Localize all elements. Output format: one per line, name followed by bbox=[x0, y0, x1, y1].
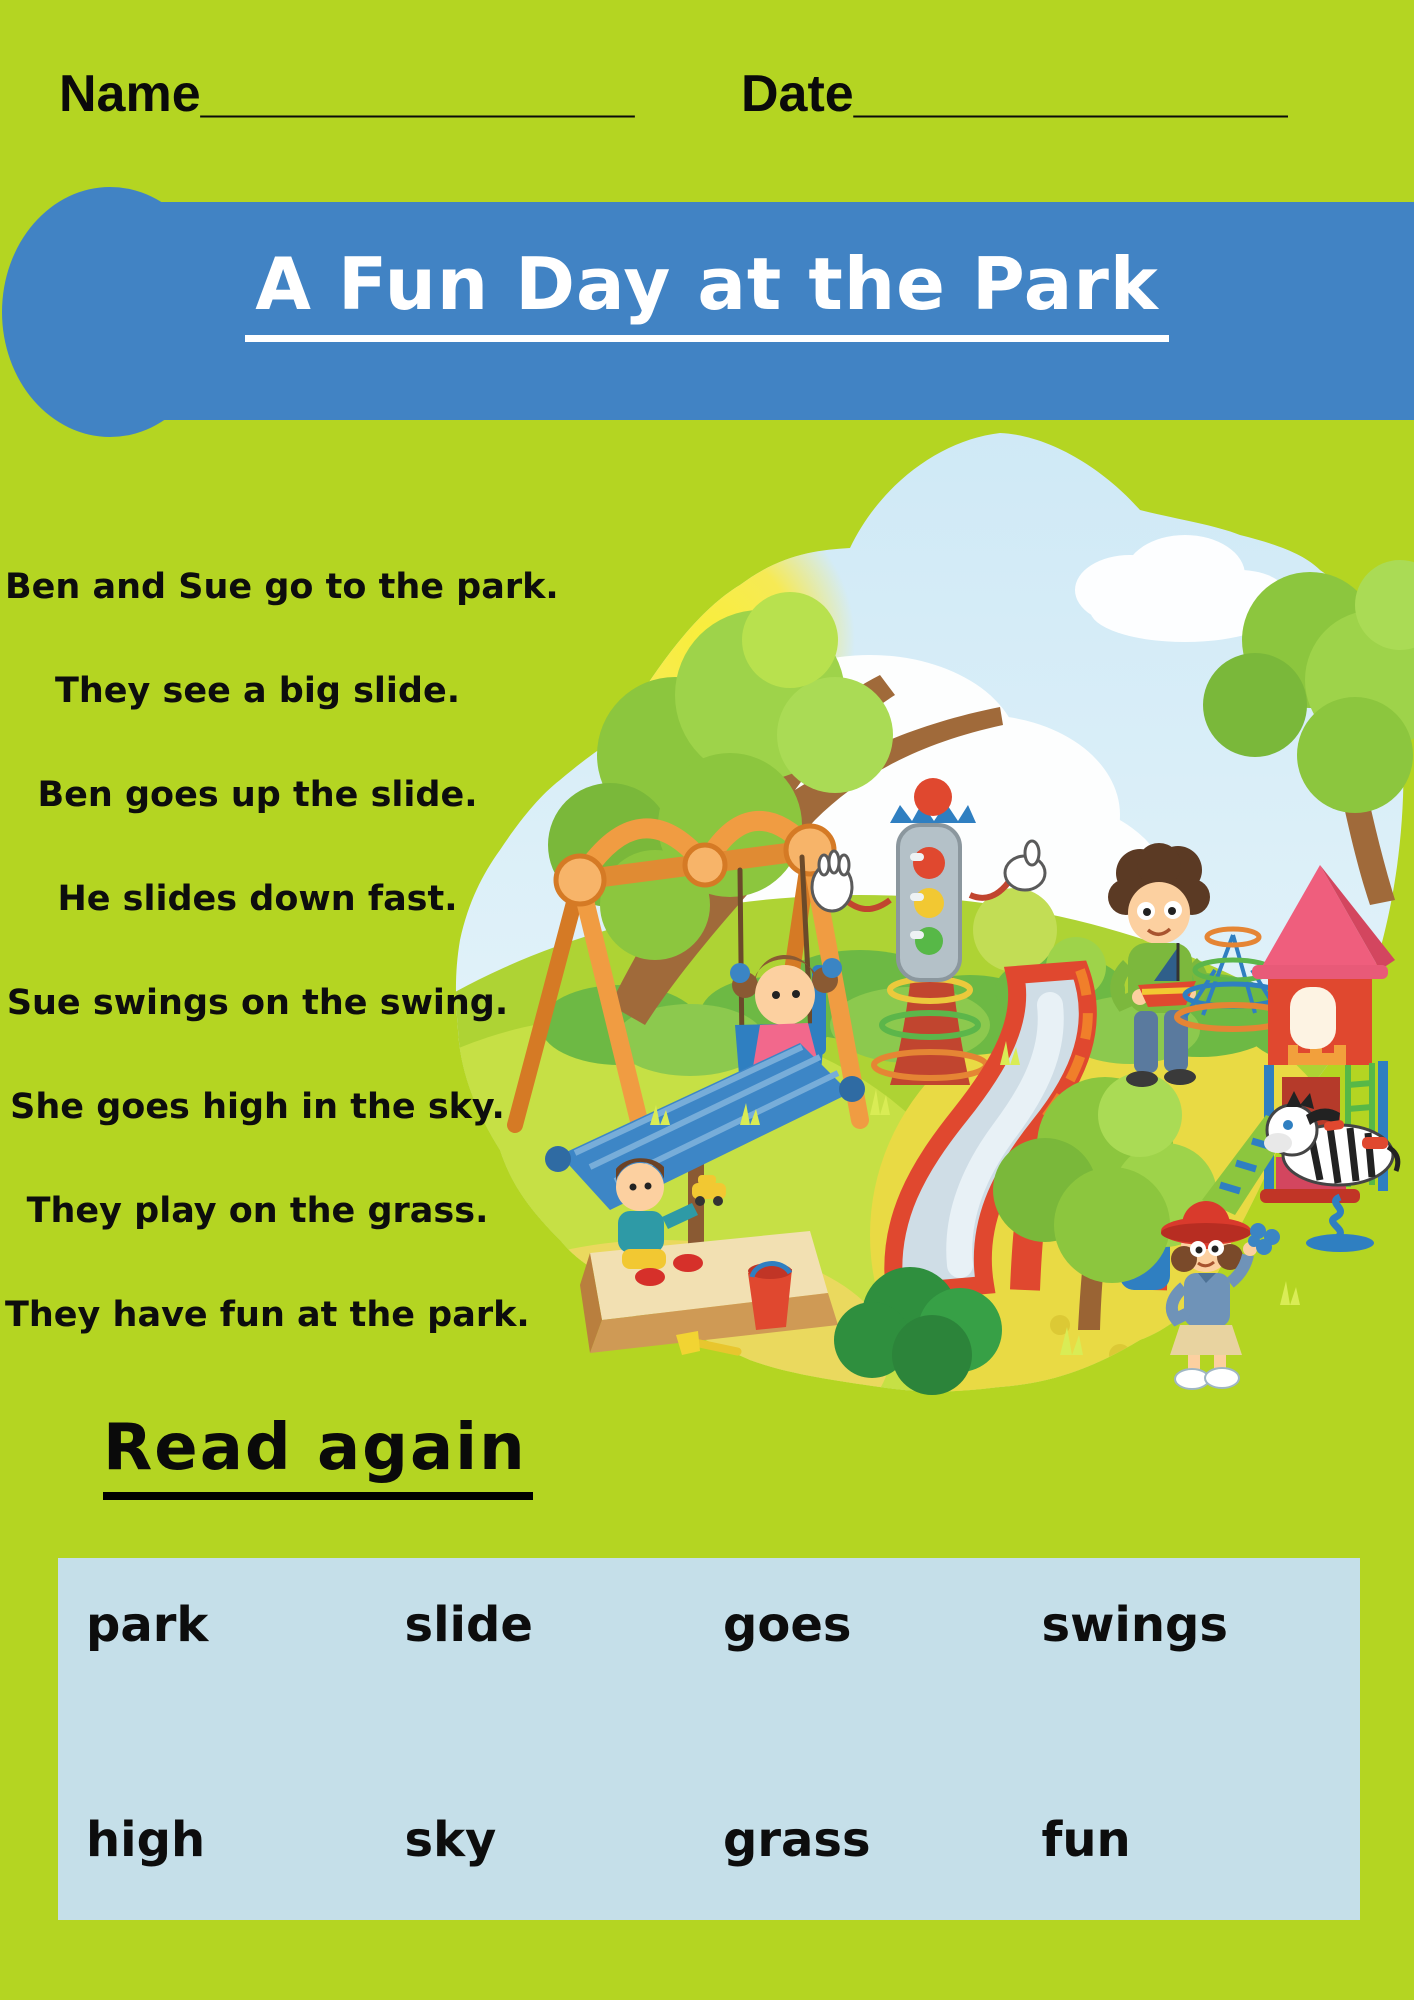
word-bank-row bbox=[58, 1595, 1360, 1655]
word-bank-word: grass bbox=[723, 1812, 871, 1868]
word-bank-word: goes bbox=[723, 1597, 852, 1653]
word-bank-word: slide bbox=[404, 1597, 533, 1653]
story-line: Sue swings on the swing. bbox=[6, 983, 509, 1023]
story-line: They have fun at the park. bbox=[5, 1295, 530, 1335]
word-bank-word: sky bbox=[404, 1812, 497, 1868]
bucket-icon bbox=[748, 1263, 792, 1330]
date-blank-line: _______________ bbox=[853, 65, 1288, 123]
word-bank-word: swings bbox=[1041, 1597, 1228, 1653]
story-line: He slides down fast. bbox=[57, 879, 458, 919]
word-bank-word: high bbox=[86, 1812, 206, 1868]
read-again-heading: Read again bbox=[103, 1416, 533, 1500]
word-bank-row bbox=[58, 1810, 1360, 1870]
story-line: She goes high in the sky. bbox=[10, 1087, 505, 1127]
name-label: Name bbox=[59, 65, 201, 123]
page-title: A Fun Day at the Park bbox=[245, 248, 1169, 342]
word-bank bbox=[58, 1558, 1360, 1920]
story-line: They play on the grass. bbox=[26, 1191, 489, 1231]
standing-girl-icon bbox=[1161, 1201, 1280, 1389]
story-text bbox=[5, 535, 559, 1367]
story-line: They see a big slide. bbox=[54, 671, 461, 711]
word-bank-word: fun bbox=[1041, 1812, 1131, 1868]
story-line: Ben goes up the slide. bbox=[37, 775, 478, 815]
page-title-wrap bbox=[0, 242, 1414, 342]
name-blank-line: _______________ bbox=[200, 65, 635, 123]
playground-illustration bbox=[440, 425, 1414, 1410]
date-label: Date bbox=[741, 65, 854, 123]
name-date-row bbox=[59, 64, 1359, 124]
word-bank-word: park bbox=[86, 1597, 209, 1653]
story-line: Ben and Sue go to the park. bbox=[5, 567, 559, 607]
